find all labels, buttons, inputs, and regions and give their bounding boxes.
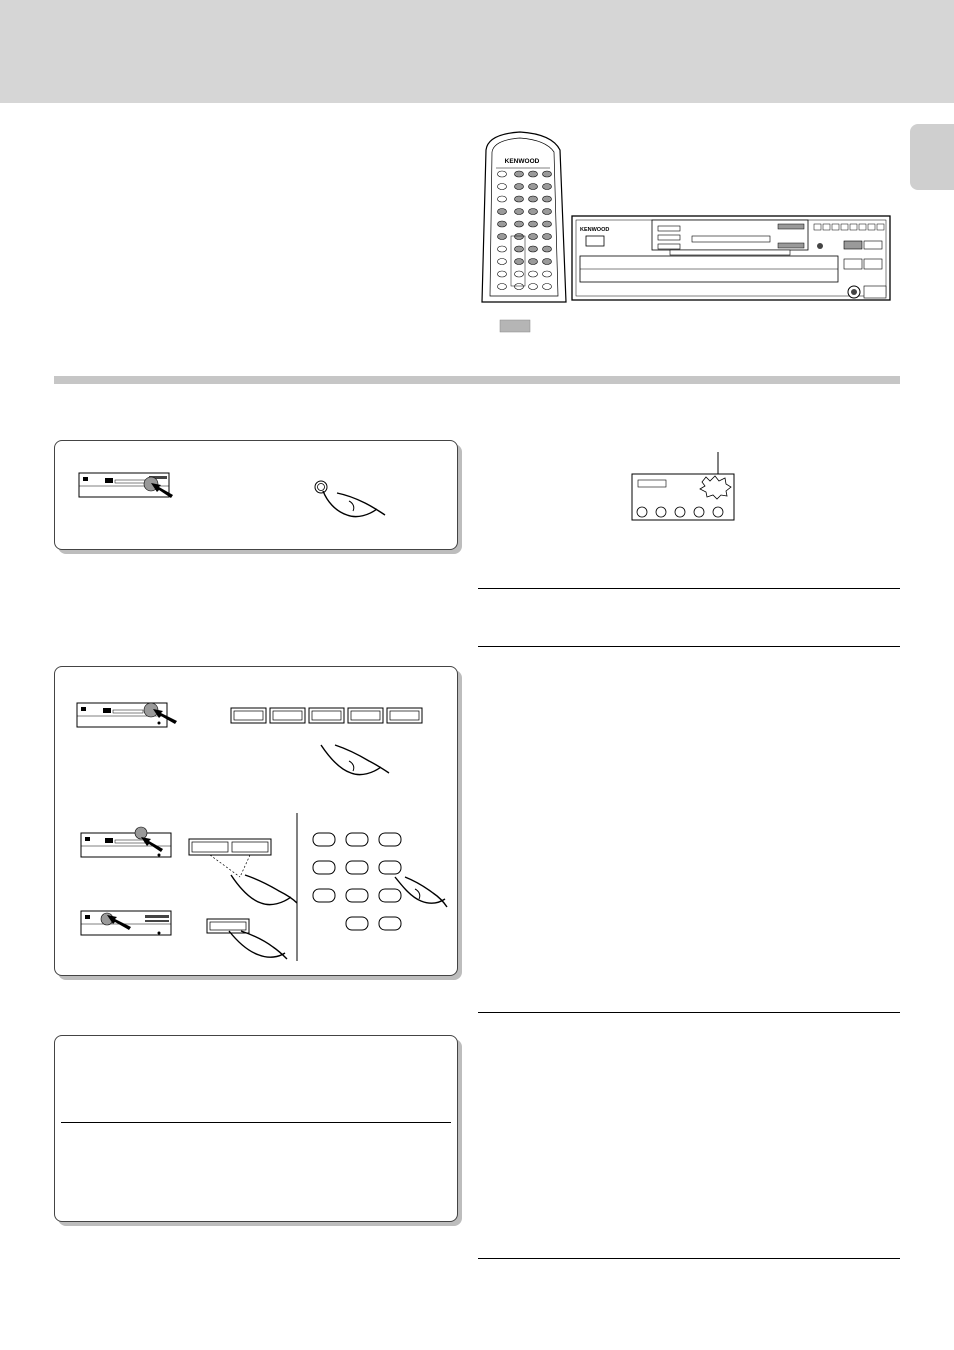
- display-indicator: [675, 507, 685, 517]
- remote-key: [529, 271, 538, 277]
- player-brand: KENWOOD: [580, 227, 610, 233]
- pointing-hand-icon: [395, 877, 447, 907]
- pointing-hand-icon: [315, 481, 385, 517]
- remote-key: [498, 171, 507, 177]
- remote-key: [543, 171, 552, 177]
- remote-key: [543, 209, 552, 215]
- remote-key: [515, 184, 524, 190]
- number-key: [346, 889, 368, 902]
- transport-key: [868, 224, 875, 230]
- remote-key: [529, 234, 538, 240]
- display-indicator: [637, 507, 647, 517]
- remote-key: [498, 234, 507, 240]
- panel2-illustration: [55, 667, 457, 975]
- highlight-legend-key: [500, 320, 530, 332]
- mini-player-3: [81, 827, 171, 857]
- rule-right-2: [478, 646, 900, 647]
- disc-key-inner: [351, 711, 380, 720]
- remote-key: [515, 246, 524, 252]
- remote-key: [515, 171, 524, 177]
- number-key: [346, 861, 368, 874]
- remote-key: [529, 184, 538, 190]
- number-key: [313, 833, 335, 846]
- remote-key: [529, 246, 538, 252]
- transport-key: [850, 224, 857, 230]
- number-key: [379, 917, 401, 930]
- transport-key: [814, 224, 821, 230]
- remote-key: [543, 184, 552, 190]
- remote-key: [498, 209, 507, 215]
- remote-key: [498, 284, 507, 290]
- disc-key-inner: [312, 711, 341, 720]
- note-panel-divider: [61, 1122, 451, 1123]
- remote-key: [515, 271, 524, 277]
- disc-key-inner: [390, 711, 419, 720]
- number-key: [379, 833, 401, 846]
- remote-key: [515, 284, 524, 290]
- remote-key: [498, 246, 507, 252]
- remote-key: [498, 259, 507, 265]
- number-key: [379, 861, 401, 874]
- panel1-illustration: [55, 441, 457, 549]
- remote-key: [543, 221, 552, 227]
- transport-key: [823, 224, 830, 230]
- remote-key: [543, 234, 552, 240]
- remote-key: [529, 171, 538, 177]
- transport-key: [832, 224, 839, 230]
- remote-key: [498, 271, 507, 277]
- remote-key: [529, 284, 538, 290]
- remote-key: [515, 196, 524, 202]
- number-key: [313, 861, 335, 874]
- number-key: [313, 889, 335, 902]
- device-illustration: [480, 128, 900, 338]
- rule-right-4: [478, 1258, 900, 1259]
- numeric-keypad: [313, 833, 401, 930]
- disc-key-row: [231, 708, 422, 723]
- remote-key: [515, 234, 524, 240]
- number-key: [346, 833, 368, 846]
- remote-key: [498, 184, 507, 190]
- remote-key: [498, 196, 507, 202]
- display-indicator: [656, 507, 666, 517]
- display-indicator: [694, 507, 704, 517]
- remote-key: [543, 196, 552, 202]
- transport-key: [841, 224, 848, 230]
- remote-key: [543, 259, 552, 265]
- display-illustration: [630, 452, 750, 532]
- disc-key-inner: [273, 711, 302, 720]
- side-tab: [910, 124, 954, 190]
- transport-key: [859, 224, 866, 230]
- mini-player-4: [81, 911, 171, 935]
- remote-key: [543, 284, 552, 290]
- cd-player: [572, 216, 890, 300]
- remote-key: [529, 259, 538, 265]
- remote-brand: KENWOOD: [504, 158, 540, 165]
- note-panel: [54, 1035, 458, 1222]
- rule-right-1: [478, 588, 900, 589]
- pointing-hand-icon: [231, 875, 297, 905]
- remote-key: [515, 259, 524, 265]
- number-key: [379, 889, 401, 902]
- section-rule: [54, 376, 900, 384]
- remote-key: [543, 271, 552, 277]
- pointing-hand-icon: [229, 931, 287, 959]
- remote-key: [529, 209, 538, 215]
- remote-key: [529, 221, 538, 227]
- rule-right-3: [478, 1012, 900, 1013]
- disc-key-inner: [234, 711, 263, 720]
- step-panel-1: [54, 440, 458, 550]
- step-panel-2: [54, 666, 458, 976]
- header-band: [0, 0, 954, 103]
- mini-player-2: [77, 703, 177, 727]
- remote-key: [543, 246, 552, 252]
- remote-key: [515, 209, 524, 215]
- remote-control: [482, 132, 566, 302]
- number-key: [346, 917, 368, 930]
- transport-key: [877, 224, 884, 230]
- remote-key: [529, 196, 538, 202]
- pointing-hand-icon: [321, 745, 389, 775]
- remote-key: [515, 221, 524, 227]
- remote-key: [498, 221, 507, 227]
- skip-key-pair: [189, 839, 271, 877]
- display-indicator: [713, 507, 723, 517]
